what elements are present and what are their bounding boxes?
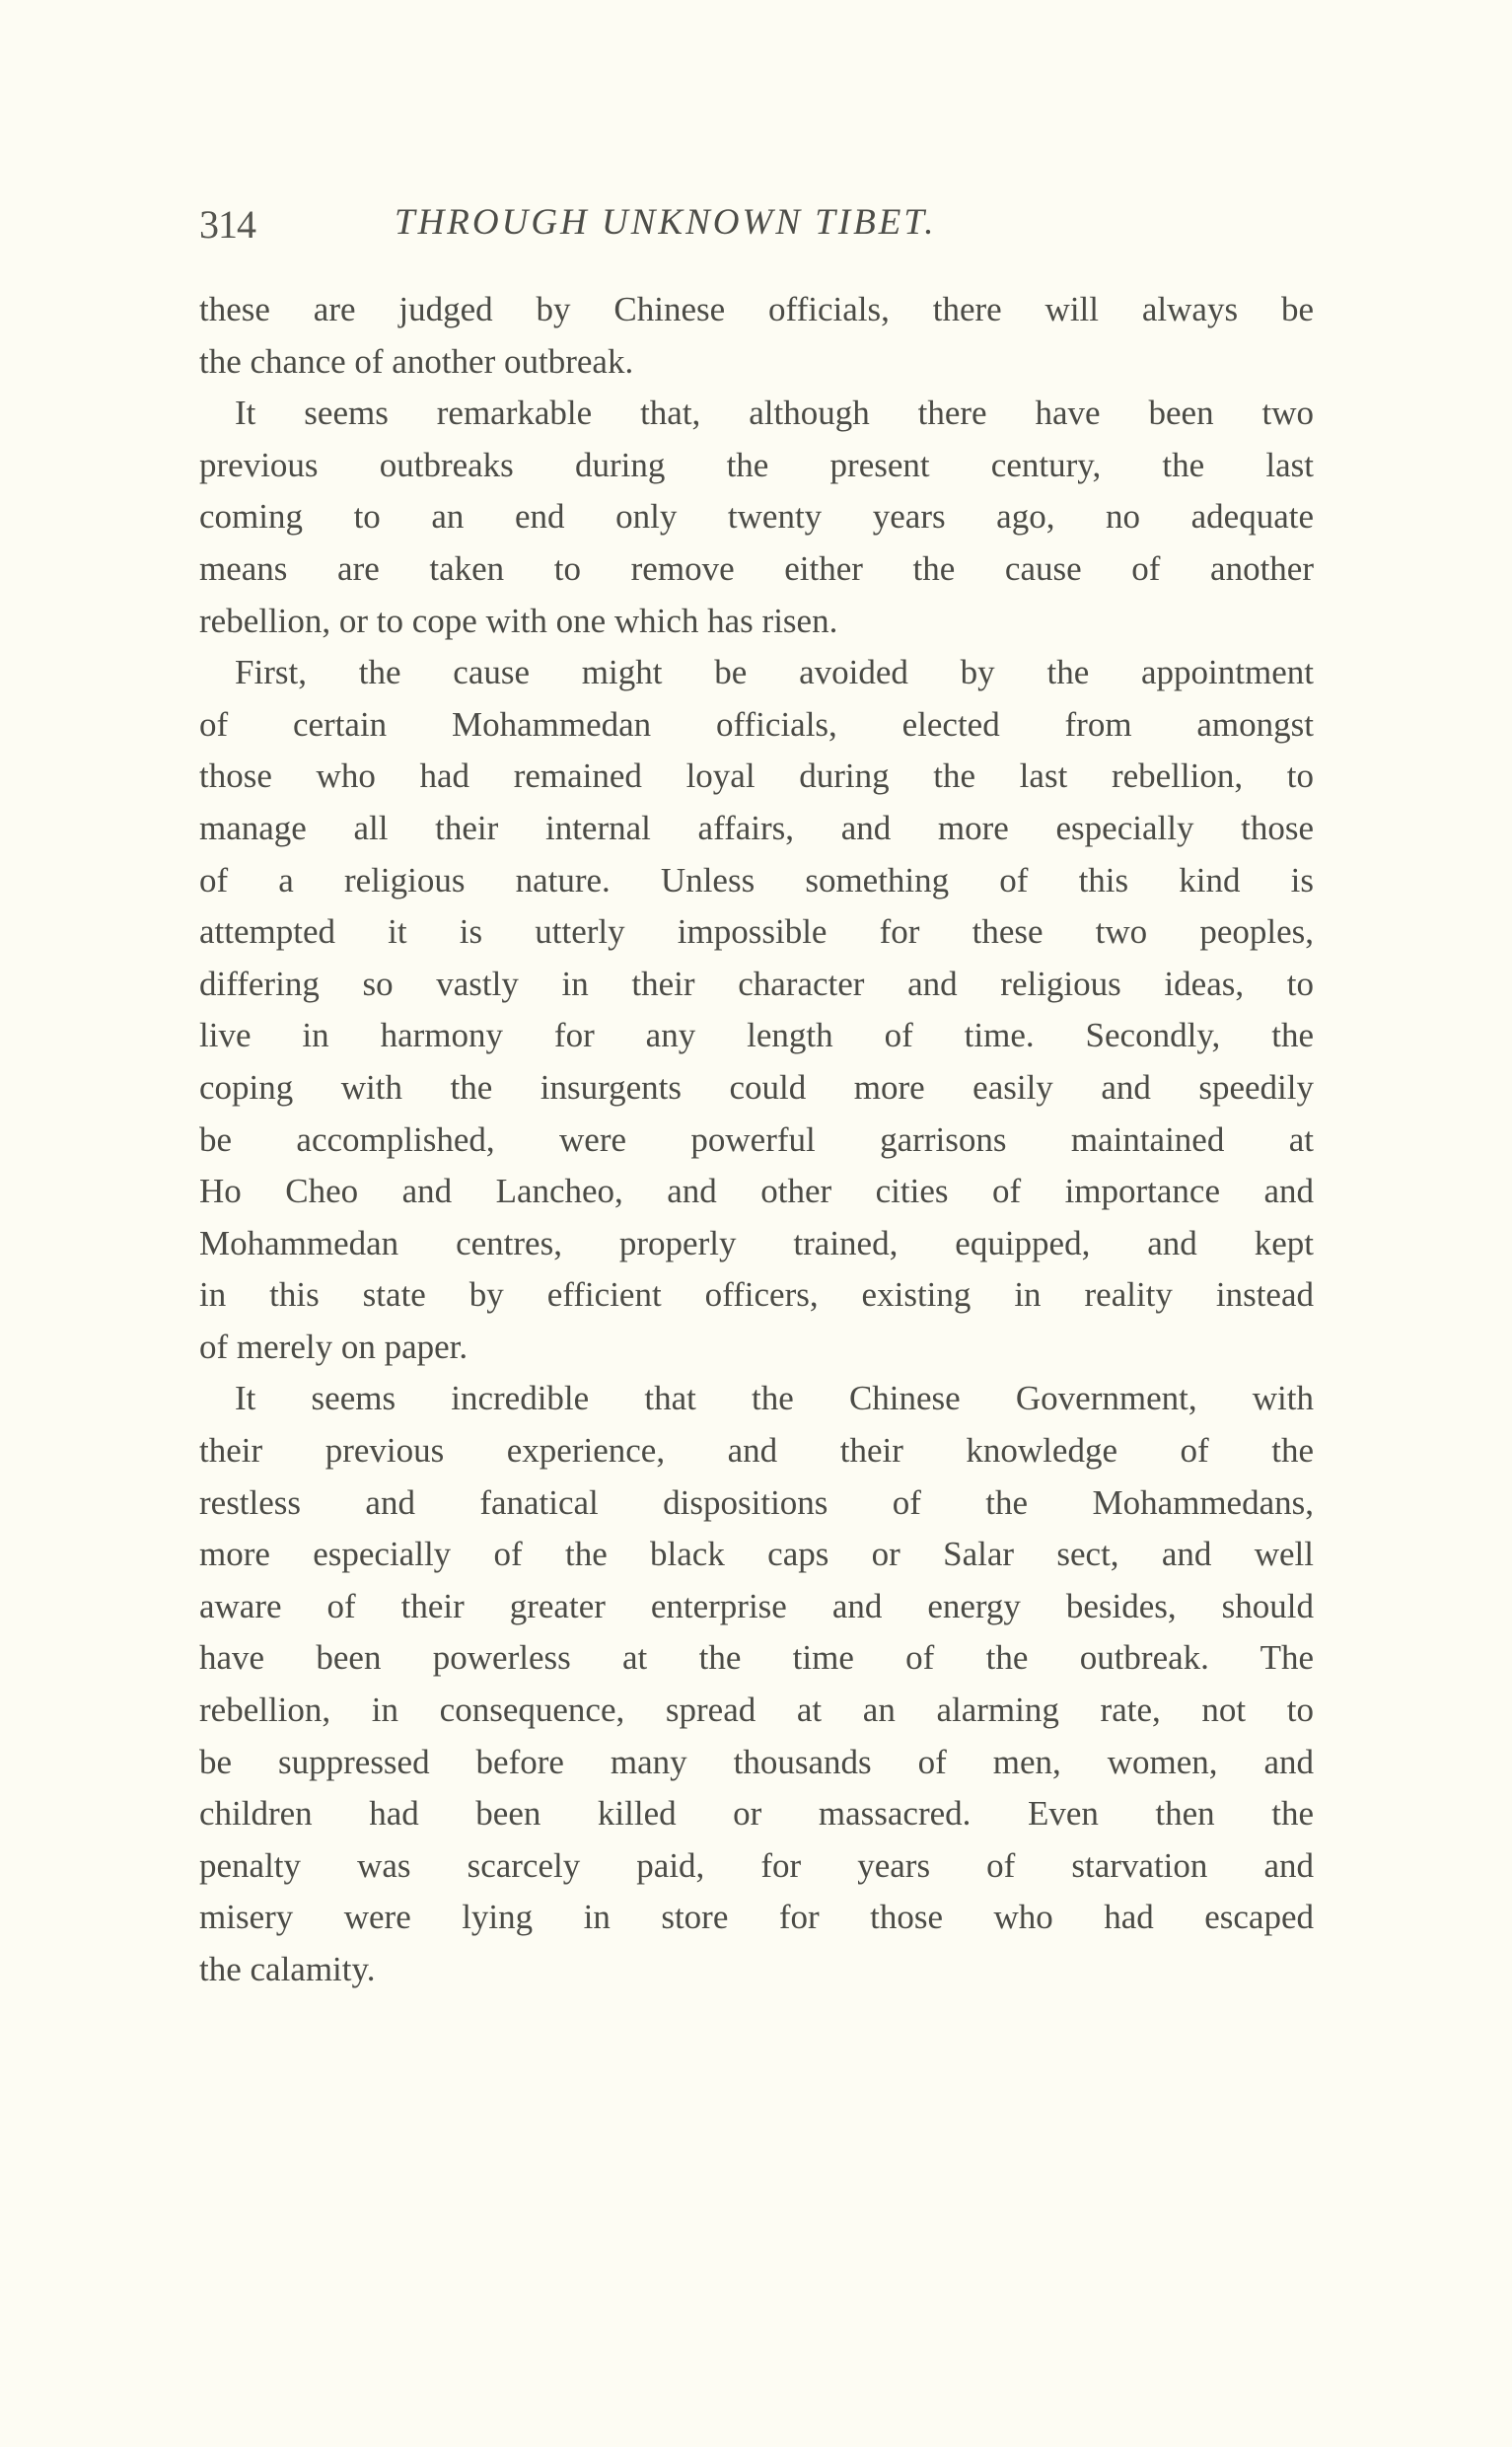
text-line: means are taken to remove either the cause of another — [199, 548, 1314, 588]
text-line: misery were lying in store for those who had escaped — [199, 1898, 1314, 1937]
text-line: their previous experience, and their knowledge of the — [199, 1431, 1314, 1471]
text-line: It seems incredible that the Chinese Government, with — [235, 1379, 1314, 1418]
text-line: more especially of the black caps or Salar sect, and well — [199, 1535, 1314, 1574]
text-line: those who had remained loyal during the last rebellion, to — [199, 756, 1314, 796]
text-line: previous outbreaks during the present century, the last — [199, 445, 1314, 484]
text-line: in this state by efficient officers, existing in reality instead — [199, 1275, 1314, 1315]
text-line: the chance of another outbreak. — [199, 341, 634, 381]
text-line: of certain Mohammedan officials, elected from amongst — [199, 704, 1314, 744]
text-line: rebellion, or to cope with one which has risen. — [199, 601, 838, 640]
text-line: the calamity. — [199, 1950, 376, 1988]
book-page — [199, 193, 1314, 1996]
text-line: children had been killed or massacred. Even then the — [199, 1794, 1314, 1834]
text-line: manage all their internal affairs, and more especially those — [199, 808, 1314, 847]
text-line: be suppressed before many thousands of men, women, and — [199, 1742, 1314, 1781]
text-line: penalty was scarcely paid, for years of starvation and — [199, 1845, 1314, 1885]
text-line: be accomplished, were powerful garrisons maintained at — [199, 1119, 1314, 1159]
text-line: coming to an end only twenty years ago, no adequate — [199, 497, 1314, 537]
paragraph — [199, 1373, 1314, 1995]
text-line: have been powerless at the time of the outbreak. The — [199, 1638, 1314, 1678]
text-line: rebellion, in consequence, spread at an alarming rate, not to — [199, 1691, 1314, 1730]
body-text — [199, 284, 1314, 1996]
text-line: of merely on paper. — [199, 1327, 468, 1366]
text-line: attempted it is utterly impossible for these two peoples, — [199, 912, 1314, 952]
text-line: these are judged by Chinese officials, there will always be — [199, 290, 1314, 328]
paragraph — [199, 388, 1314, 647]
paragraph — [199, 284, 1314, 388]
text-line: coping with the insurgents could more easily and speedily — [199, 1067, 1314, 1107]
running-title: THROUGH UNKNOWN TIBET. — [395, 202, 937, 243]
text-line: First, the cause might be avoided by the appointment — [235, 653, 1314, 692]
text-line: aware of their greater enterprise and energy besides, should — [199, 1586, 1314, 1625]
text-line: Mohammedan centres, properly trained, equipped, and kept — [199, 1223, 1314, 1262]
text-line: Ho Cheo and Lancheo, and other cities of importance and — [199, 1172, 1314, 1211]
text-line: live in harmony for any length of time. Secondly, the — [199, 1016, 1314, 1055]
text-line: restless and fanatical dispositions of the Mohammedans, — [199, 1482, 1314, 1522]
text-line: of a religious nature. Unless something of this kind is — [199, 860, 1314, 900]
running-head — [199, 193, 1314, 262]
text-line: It seems remarkable that, although there have been two — [235, 394, 1314, 433]
text-line: differing so vastly in their character and religious ideas, to — [199, 964, 1314, 1003]
paragraph — [199, 647, 1314, 1373]
page-number: 314 — [199, 202, 255, 247]
